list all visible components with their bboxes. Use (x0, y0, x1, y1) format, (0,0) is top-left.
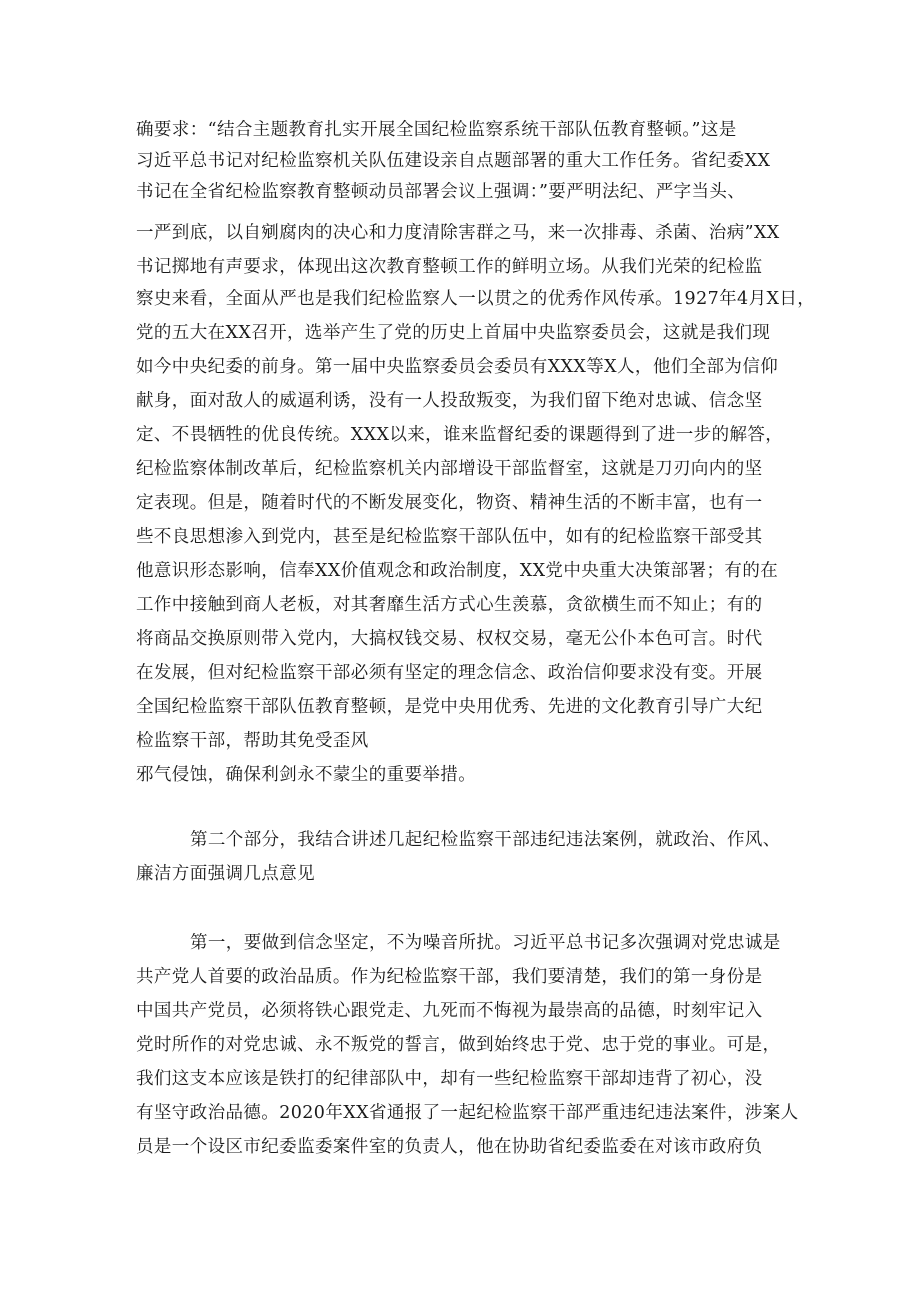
text-line: 定表现。但是，随着时代的不断发展变化，物资、精神生活的不断丰富，也有一 (136, 493, 763, 513)
heading-line: 第二个部分，我结合讲述几起纪检监察干部违纪违法案例，就政治、作风、 (190, 830, 781, 850)
text-line: 有坚守政治品德。2020年XX省通报了一起纪检监察干部严重违纪违法案件，涉案人 (136, 1103, 799, 1123)
text-line: 我们这支本应该是铁打的纪律部队中，却有一些纪检监察干部却违背了初心，没 (136, 1069, 763, 1089)
text-line: 检监察干部，帮助其免受歪风 (136, 731, 369, 751)
text-line: 如今中央纪委的前身。第一届中央监察委员会委员有XXX等X人，他们全部为信仰 (136, 357, 779, 377)
text-line: 中国共产党员，必须将铁心跟党走、九死而不悔视为最崇高的品德，时刻牢记入 (136, 1001, 763, 1021)
text-line: 第一，要做到信念坚定，不为噪音所扰。习近平总书记多次强调对党忠诚是 (190, 933, 781, 953)
text-line: 全国纪检监察干部队伍教育整顿，是党中央用优秀、先进的文化教育引导广大纪 (136, 697, 763, 717)
text-line: 邪气侵蚀，确保利剑永不蒙尘的重要举措。 (136, 765, 477, 785)
text-line: 察史来看，全面从严也是我们纪检监察人一以贯之的优秀作风传承。1927年4月X日， (136, 289, 816, 309)
text-line: 党时所作的对党忠诚、永不叛党的誓言，做到始终忠于党、忠于党的事业。可是， (136, 1035, 781, 1055)
text-line: 党的五大在XX召开，选举产生了党的历史上首届中央监察委员会，这就是我们现 (136, 323, 771, 343)
heading-line: 廉洁方面强调几点意见 (136, 864, 315, 884)
text-line: 一严到底，以自剜腐肉的决心和力度清除害群之马，来一次排毒、杀菌、治病”XX (136, 223, 780, 243)
text-line: 书记掷地有声要求，体现出这次教育整顿工作的鲜明立场。从我们光荣的纪检监 (136, 257, 763, 277)
text-line: 工作中接触到商人老板，对其奢靡生活方式心生羡慕，贪欲横生而不知止；有的 (136, 595, 763, 615)
text-line: 习近平总书记对纪检监察机关队伍建设亲自点题部署的重大工作任务。省纪委XX (136, 151, 771, 171)
text-line: 将商品交换原则带入党内，大搞权钱交易、权权交易，毫无公仆本色可言。时代 (136, 629, 763, 649)
text-line: 定、不畏牺牲的优良传统。XXX以来，谁来监督纪委的课题得到了进一步的解答， (136, 425, 784, 445)
text-line: 确要求：“结合主题教育扎实开展全国纪检监察系统干部队伍教育整顿。”这是 (136, 120, 737, 140)
text-line: 些不良思想渗入到党内，甚至是纪检监察干部队伍中，如有的纪检监察干部受其 (136, 527, 763, 547)
text-line: 纪检监察体制改革后，纪检监察机关内部增设干部监督室，这就是刀刃向内的坚 (136, 459, 763, 479)
text-line: 员是一个设区市纪委监委案件室的负责人，他在协助省纪委监委在对该市政府负 (136, 1137, 763, 1157)
text-line: 献身，面对敌人的威逼利诱，没有一人投敌叛变，为我们留下绝对忠诚、信念坚 (136, 391, 763, 411)
text-line: 他意识形态影响，信奉XX价值观念和政治制度，XX党中央重大决策部署；有的在 (136, 561, 779, 581)
text-line: 共产党人首要的政治品质。作为纪检监察干部，我们要清楚，我们的第一身份是 (136, 967, 763, 987)
text-line: 书记在全省纪检监察教育整顿动员部署会议上强调：”要严明法纪、严字当头、 (136, 182, 746, 202)
text-line: 在发展，但对纪检监察干部必须有坚定的理念信念、政治信仰要求没有变。开展 (136, 663, 763, 683)
